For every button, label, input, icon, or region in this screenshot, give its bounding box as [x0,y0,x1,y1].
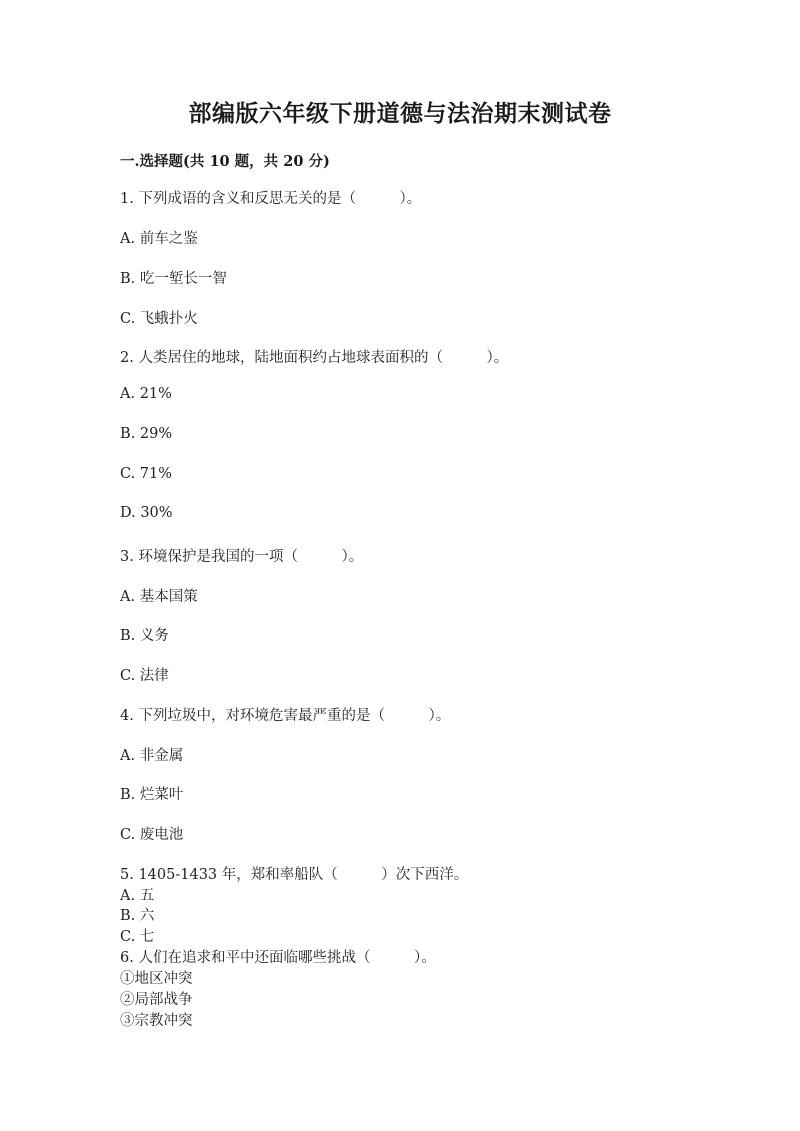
question-6-option-1: ①地区冲突 [120,971,193,987]
question-2-option-a: A. 21% [120,386,172,402]
question-6-stem: 6. 人们在追求和平中还面临哪些挑战（ ）。 [120,950,436,966]
question-3-option-c: C. 法律 [120,668,169,684]
question-2-stem: 2. 人类居住的地球，陆地面积约占地球表面积的（ ）。 [120,350,509,366]
question-3-option-b: B. 义务 [120,628,169,644]
question-5-stem: 5. 1405-1433 年，郑和率船队（ ）次下西洋。 [120,867,469,883]
question-6-option-3: ③宗教冲突 [120,1013,193,1029]
question-4-option-b: B. 烂菜叶 [120,787,184,803]
question-5-option-a: A. 五 [120,888,155,904]
question-5-option-b: B. 六 [120,908,155,924]
question-1-option-a: A. 前车之鉴 [120,231,198,247]
question-1-stem: 1. 下列成语的含义和反思无关的是（ ）。 [120,191,422,207]
question-4-option-c: C. 废电池 [120,827,184,843]
question-5-option-c: C. 七 [120,929,155,945]
question-1-option-c: C. 飞蛾扑火 [120,311,198,327]
question-1-option-b: B. 吃一堑长一智 [120,271,227,287]
exam-title: 部编版六年级下册道德与法治期末测试卷 [188,100,612,127]
question-3-stem: 3. 环境保护是我国的一项（ ）。 [120,549,364,565]
question-2-option-b: B. 29% [120,426,173,442]
question-4-option-a: A. 非金属 [120,748,184,764]
section-header: 一.选择题(共 10 题，共 20 分) [120,153,330,170]
question-4-stem: 4. 下列垃圾中，对环境危害最严重的是（ ）。 [120,708,451,724]
question-3-option-a: A. 基本国策 [120,589,198,605]
question-2-option-c: C. 71% [120,466,173,482]
question-2-option-d: D. 30% [120,505,173,521]
question-6-option-2: ②局部战争 [120,992,193,1008]
